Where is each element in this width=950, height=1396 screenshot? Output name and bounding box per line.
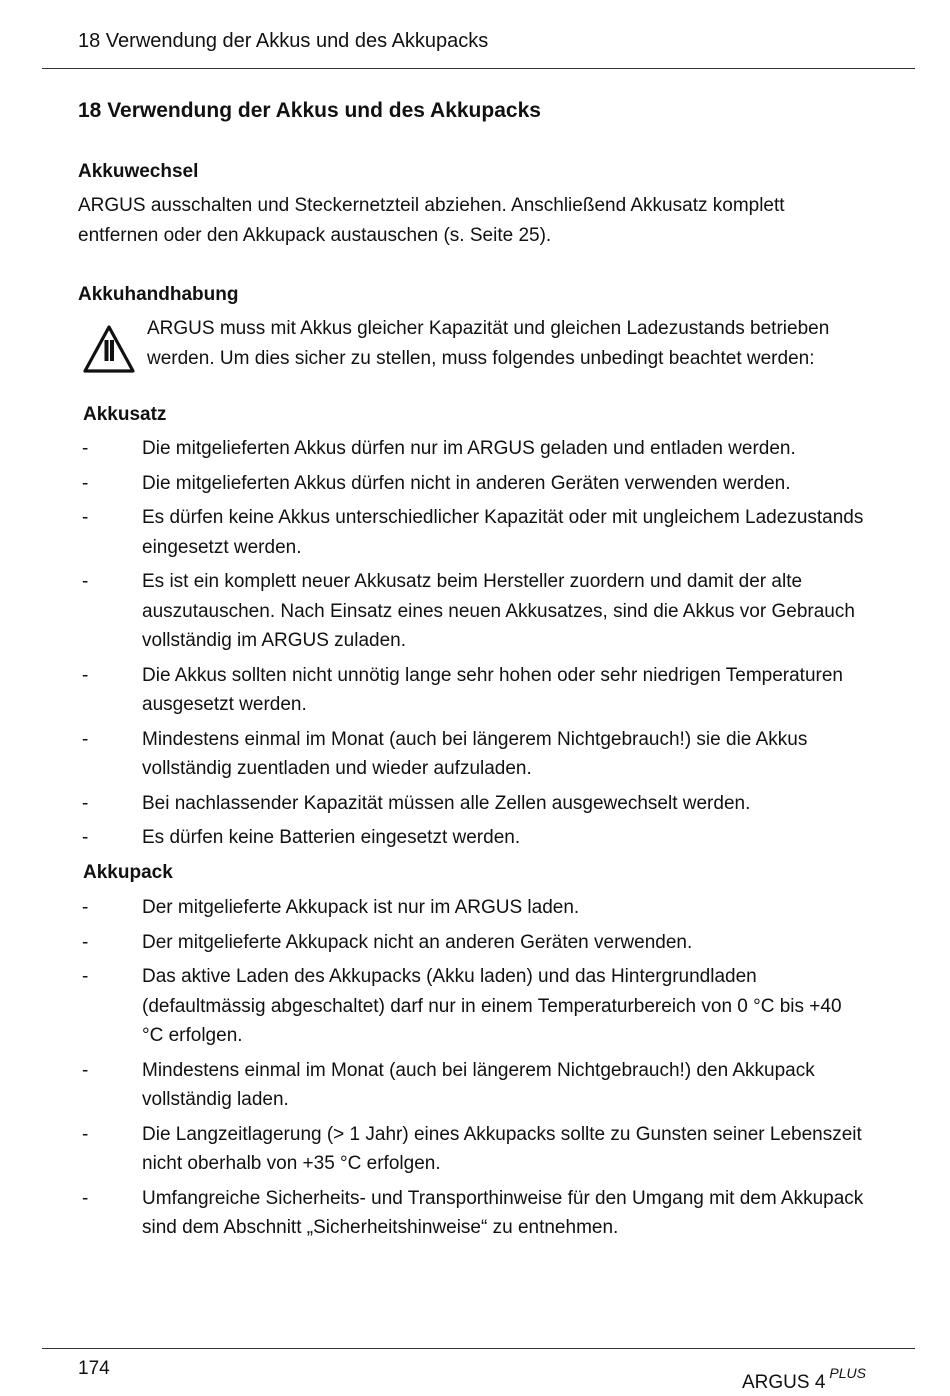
list-item-text: Der mitgelieferte Akkupack ist nur im ARGUS laden. bbox=[142, 897, 580, 918]
list-item bbox=[78, 469, 868, 499]
list-item bbox=[78, 661, 868, 720]
header-rule bbox=[42, 68, 915, 69]
list-item-text: Es dürfen keine Batterien eingesetzt werden. bbox=[142, 827, 521, 848]
list-item bbox=[78, 725, 868, 784]
list-marker: - bbox=[82, 792, 89, 814]
list-item-text: Mindestens einmal im Monat (auch bei längerem Nichtgebrauch!) den Akkupack vollständig laden. bbox=[142, 1059, 815, 1110]
running-header: 18 Verwendung der Akkus und des Akkupacks bbox=[78, 30, 489, 52]
akkuhandhabung-heading: Akkuhandhabung bbox=[78, 284, 239, 305]
list-item bbox=[78, 789, 868, 819]
akkupack-heading: Akkupack bbox=[83, 862, 173, 883]
list-item bbox=[78, 893, 868, 923]
akkuhandhabung-warning-text: ARGUS muss mit Akkus gleicher Kapazität und gleichen Ladezustands betrieben werden. Um dies sicher zu stellen, muss folgendes unbedingt beachtet werden: bbox=[147, 318, 830, 369]
list-item bbox=[78, 928, 868, 958]
akkusatz-heading: Akkusatz bbox=[83, 404, 167, 425]
akkuwechsel-heading: Akkuwechsel bbox=[78, 161, 199, 182]
list-item bbox=[78, 567, 868, 656]
akkusatz-list bbox=[78, 434, 868, 858]
footer-rule bbox=[42, 1348, 915, 1349]
list-item-text: Die Akkus sollten nicht unnötig lange sehr hohen oder sehr niedrigen Temperaturen ausgesetzt werden. bbox=[142, 664, 843, 715]
product-name bbox=[742, 1360, 866, 1396]
list-marker: - bbox=[82, 827, 89, 848]
list-item-text: Umfangreiche Sicherheits- und Transporthinweise für den Umgang mit dem Akkupack sind dem Abschnitt „Sicherheitshinweise“ zu entnehmen. bbox=[142, 1187, 864, 1238]
list-item-text: Die mitgelieferten Akkus dürfen nicht in anderen Geräten verwenden werden. bbox=[142, 472, 791, 494]
list-item bbox=[78, 1184, 868, 1243]
list-marker: - bbox=[82, 1187, 89, 1209]
list-item-text: Der mitgelieferte Akkupack nicht an anderen Geräten verwenden. bbox=[142, 931, 693, 953]
warning-triangle-icon bbox=[82, 323, 136, 375]
list-item bbox=[78, 1120, 868, 1179]
page-number: 174 bbox=[78, 1358, 110, 1379]
akkupack-list bbox=[78, 893, 868, 1248]
list-item-text: Es ist ein komplett neuer Akkusatz beim Hersteller zuordern und damit der alte auszutauschen. Nach Einsatz eines neuen Akkusatzes, sind die Akkus vor Gebrauch vollständig im ARGUS zuladen. bbox=[142, 571, 855, 651]
list-item-text: Bei nachlassender Kapazität müssen alle Zellen ausgewechselt werden. bbox=[142, 792, 751, 814]
list-marker: - bbox=[82, 1123, 89, 1145]
list-item-text: Es dürfen keine Akkus unterschiedlicher Kapazität oder mit ungleichem Ladezustands eingesetzt werden. bbox=[142, 507, 864, 558]
list-marker: - bbox=[82, 507, 89, 528]
list-marker: - bbox=[82, 664, 89, 686]
list-marker: - bbox=[82, 571, 89, 592]
list-item bbox=[78, 962, 868, 1051]
list-item-text: Das aktive Laden des Akkupacks (Akku laden) und das Hintergrundladen (defaultmässig abgeschaltet) darf nur in einem Temperaturbereich von 0 °C bis +40 °C erfolgen. bbox=[142, 966, 842, 1046]
product-suffix: PLUS bbox=[829, 1365, 866, 1381]
list-marker: - bbox=[82, 931, 89, 953]
list-item bbox=[78, 1056, 868, 1115]
list-marker: - bbox=[82, 1059, 89, 1081]
list-marker: - bbox=[82, 438, 89, 459]
list-marker: - bbox=[82, 728, 89, 750]
list-marker: - bbox=[82, 966, 89, 987]
chapter-title: 18 Verwendung der Akkus und des Akkupacks bbox=[78, 99, 541, 122]
list-item-text: Mindestens einmal im Monat (auch bei längerem Nichtgebrauch!) sie die Akkus vollständig zuentladen und wieder aufzuladen. bbox=[142, 728, 808, 779]
list-item-text: Die mitgelieferten Akkus dürfen nur im ARGUS geladen und entladen werden. bbox=[142, 438, 796, 459]
akkuwechsel-text: ARGUS ausschalten und Steckernetzteil abziehen. Anschließend Akkusatz komplett entfernen oder den Akkupack austauschen (s. Seite 25). bbox=[78, 195, 785, 246]
list-marker: - bbox=[82, 897, 89, 918]
product-name-text: ARGUS 4 bbox=[742, 1372, 826, 1393]
list-item bbox=[78, 503, 868, 562]
list-item-text: Die Langzeitlagerung (> 1 Jahr) eines Akkupacks sollte zu Gunsten seiner Lebenszeit nicht oberhalb von +35 °C erfolgen. bbox=[142, 1123, 862, 1174]
list-item bbox=[78, 823, 868, 853]
list-marker: - bbox=[82, 472, 89, 494]
list-item bbox=[78, 434, 868, 464]
